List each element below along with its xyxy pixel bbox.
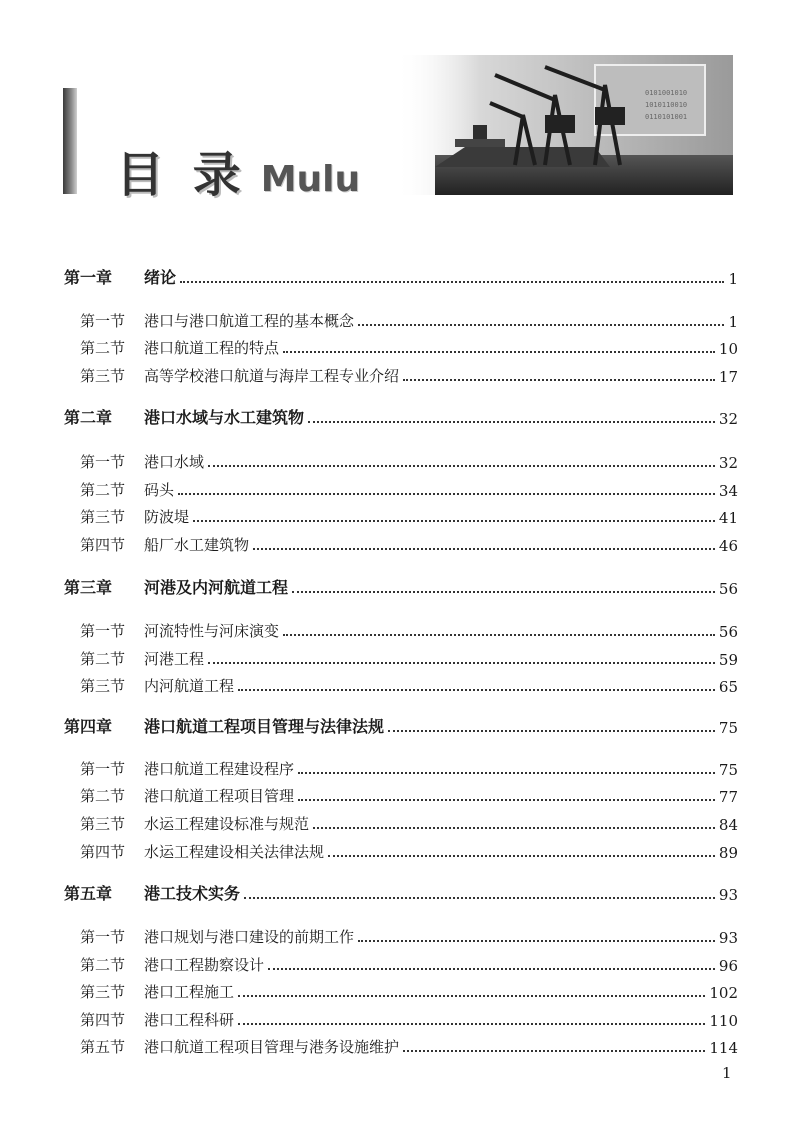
- section-title: 港口工程勘察设计: [144, 956, 265, 974]
- toc-section[interactable]: [80, 838, 738, 862]
- leader-dots: [283, 634, 715, 636]
- section-number: 第二节: [80, 787, 126, 805]
- section-title: 港口水域: [144, 453, 205, 471]
- toc-chapter-1[interactable]: [64, 264, 738, 288]
- leader-dots: [193, 520, 715, 522]
- section-number: 第三节: [80, 983, 126, 1001]
- section-title: 港口工程施工: [144, 983, 235, 1001]
- toc-chapter-2[interactable]: [64, 404, 738, 428]
- section-title: 水运工程建设相关法律法规: [144, 843, 325, 861]
- leader-dots: [238, 1023, 705, 1025]
- toc-section[interactable]: [80, 672, 738, 696]
- toc-section[interactable]: [80, 978, 738, 1002]
- title-latin: Mulu: [260, 159, 361, 200]
- leader-dots: [388, 730, 715, 732]
- toc-section[interactable]: [80, 476, 738, 500]
- section-title: 河流特性与河床演变: [144, 622, 280, 640]
- page-number: 41: [718, 509, 738, 527]
- leader-dots: [178, 493, 715, 495]
- leader-dots: [238, 995, 705, 997]
- page-number: 34: [718, 482, 738, 500]
- page-number: 84: [718, 816, 738, 834]
- section-number: 第三节: [80, 508, 126, 526]
- section-number: 第二节: [80, 339, 126, 357]
- page-number: 32: [718, 454, 738, 472]
- chapter-title: 绪论: [144, 268, 177, 287]
- section-title: 港口与港口航道工程的基本概念: [144, 312, 355, 330]
- page-number: 1: [728, 313, 738, 331]
- page-number: 65: [718, 678, 738, 696]
- toc-section[interactable]: [80, 923, 738, 947]
- toc-section[interactable]: [80, 362, 738, 386]
- section-title: 河港工程: [144, 650, 205, 668]
- section-title: 内河航道工程: [144, 677, 235, 695]
- chapter-number: 第五章: [64, 884, 113, 903]
- chapter-title: 港口航道工程项目管理与法律法规: [144, 717, 385, 736]
- page-number: 75: [718, 761, 738, 779]
- leader-dots: [298, 772, 715, 774]
- section-title: 高等学校港口航道与海岸工程专业介绍: [144, 367, 400, 385]
- toc-section[interactable]: [80, 448, 738, 472]
- page-number: 114: [709, 1039, 738, 1057]
- page-folio: 1: [722, 1064, 732, 1082]
- chapter-number: 第四章: [64, 717, 113, 736]
- section-number: 第一节: [80, 622, 126, 640]
- toc-section[interactable]: [80, 1006, 738, 1030]
- toc-chapter-3[interactable]: [64, 574, 738, 598]
- page-number: 10: [718, 340, 738, 358]
- toc-section[interactable]: [80, 755, 738, 779]
- toc-section[interactable]: [80, 782, 738, 806]
- page-number: 110: [709, 1012, 738, 1030]
- page-number: 1: [728, 270, 738, 288]
- section-number: 第一节: [80, 453, 126, 471]
- leader-dots: [253, 548, 715, 550]
- page-number: 46: [718, 537, 738, 555]
- leader-dots: [358, 324, 724, 326]
- toc-chapter-5[interactable]: [64, 880, 738, 904]
- section-number: 第三节: [80, 815, 126, 833]
- section-title: 港口航道工程项目管理: [144, 787, 295, 805]
- leader-dots: [208, 465, 715, 467]
- section-number: 第三节: [80, 677, 126, 695]
- section-number: 第一节: [80, 928, 126, 946]
- chapter-number: 第二章: [64, 408, 113, 427]
- page-number: 93: [718, 886, 738, 904]
- section-title: 港口工程科研: [144, 1011, 235, 1029]
- leader-dots: [358, 940, 715, 942]
- page-number: 96: [718, 957, 738, 975]
- section-title: 港口航道工程项目管理与港务设施维护: [144, 1038, 400, 1056]
- leader-dots: [292, 591, 715, 593]
- svg-text:0101001010: 0101001010: [645, 89, 688, 97]
- chapter-number: 第一章: [64, 268, 113, 287]
- chapter-title: 港口水域与水工建筑物: [144, 408, 305, 427]
- section-number: 第一节: [80, 760, 126, 778]
- toc-section[interactable]: [80, 334, 738, 358]
- page-number: 32: [718, 410, 738, 428]
- toc-section[interactable]: [80, 810, 738, 834]
- page-number: 56: [718, 623, 738, 641]
- section-number: 第二节: [80, 481, 126, 499]
- leader-dots: [283, 351, 715, 353]
- leader-dots: [238, 689, 715, 691]
- section-title: 港口规划与港口建设的前期工作: [144, 928, 355, 946]
- toc-section[interactable]: [80, 1033, 738, 1057]
- toc-section[interactable]: [80, 531, 738, 555]
- leader-dots: [208, 662, 715, 664]
- leader-dots: [268, 968, 715, 970]
- section-title: 码头: [144, 481, 175, 499]
- leader-dots: [403, 379, 715, 381]
- page-number: 93: [718, 929, 738, 947]
- page-number: 17: [718, 368, 738, 386]
- toc-section[interactable]: [80, 503, 738, 527]
- toc-section[interactable]: [80, 617, 738, 641]
- toc-section[interactable]: [80, 307, 738, 331]
- section-title: 防波堤: [144, 508, 190, 526]
- leader-dots: [180, 281, 724, 283]
- section-number: 第二节: [80, 650, 126, 668]
- section-number: 第三节: [80, 367, 126, 385]
- section-number: 第二节: [80, 956, 126, 974]
- page-number: 75: [718, 719, 738, 737]
- leader-dots: [308, 421, 715, 423]
- leader-dots: [313, 827, 715, 829]
- page-number: 77: [718, 788, 738, 806]
- page-number: 89: [718, 844, 738, 862]
- toc-section[interactable]: [80, 951, 738, 975]
- page-number: 102: [709, 984, 738, 1002]
- section-title: 船厂水工建筑物: [144, 536, 250, 554]
- section-title: 水运工程建设标准与规范: [144, 815, 310, 833]
- section-number: 第五节: [80, 1038, 126, 1056]
- leader-dots: [244, 897, 715, 899]
- leader-dots: [328, 855, 715, 857]
- chapter-number: 第三章: [64, 578, 113, 597]
- section-number: 第四节: [80, 536, 126, 554]
- section-title: 港口航道工程的特点: [144, 339, 280, 357]
- toc-section[interactable]: [80, 645, 738, 669]
- leader-dots: [403, 1050, 705, 1052]
- section-number: 第一节: [80, 312, 126, 330]
- section-number: 第四节: [80, 843, 126, 861]
- svg-text:1010110010: 1010110010: [645, 101, 688, 109]
- chapter-title: 港工技术实务: [144, 884, 241, 903]
- page-number: 59: [718, 651, 738, 669]
- section-title: 港口航道工程建设程序: [144, 760, 295, 778]
- svg-text:0110101001: 0110101001: [645, 113, 688, 121]
- page-number: 56: [718, 580, 738, 598]
- chapter-title: 河港及内河航道工程: [144, 578, 289, 597]
- section-number: 第四节: [80, 1011, 126, 1029]
- leader-dots: [298, 799, 715, 801]
- title-chinese: 目 录: [116, 147, 247, 203]
- toc-chapter-4[interactable]: [64, 713, 738, 737]
